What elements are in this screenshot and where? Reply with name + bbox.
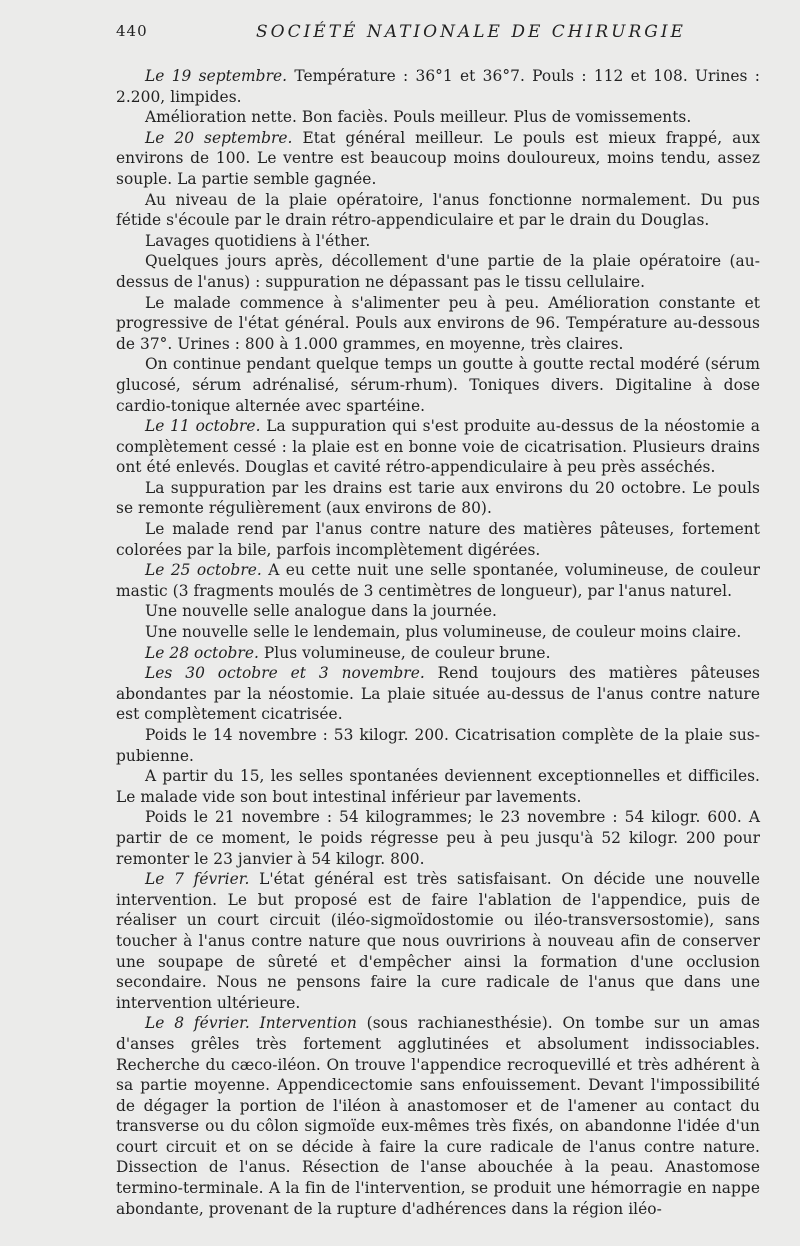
paragraph-body: Le malade commence à s'alimenter peu à peu. Amélioration constante et progressive de l'état général. Pouls aux environs de 96. Température au-dessous de 37°. Urines : 800 à 1.000 grammes, en moyenne, très claires.	[116, 293, 760, 353]
paragraph-lead: Le 28 octobre.	[145, 643, 259, 662]
paragraph	[116, 725, 760, 766]
paragraph	[116, 560, 760, 601]
paragraph	[116, 251, 760, 292]
paragraph	[116, 869, 760, 1013]
paragraph-body: Poids le 14 novembre : 53 kilogr. 200. Cicatrisation complète de la plaie sus-pubienne.	[116, 726, 760, 765]
paragraph	[116, 354, 760, 416]
paragraph	[116, 478, 760, 519]
page-header	[116, 22, 760, 52]
paragraph-lead: Le 11 octobre.	[145, 417, 261, 436]
paragraph-body: On continue pendant quelque temps un goutte à goutte rectal modéré (sérum glucosé, sérum adrénalisé, sérum-rhum). Toniques divers. Digitaline à dose cardio-tonique alternée avec spartéine.	[116, 355, 760, 415]
paragraph	[116, 622, 760, 643]
paragraph-lead: Le 25 octobre.	[145, 561, 262, 580]
paragraph-body: La suppuration qui s'est produite au-dessus de la néostomie a complètement cessé : la plaie est en bonne voie de cicatrisation. Plusieurs drains ont été enlevés. Douglas et cavité rétro-appendiculaire à peu près asséchés.	[116, 417, 760, 477]
paragraph	[116, 766, 760, 807]
paragraph-body: Quelques jours après, décollement d'une partie de la plaie opératoire (au-dessus de l'anus) : suppuration ne dépassant pas le tissu cellulaire.	[116, 252, 760, 291]
paragraph	[116, 107, 760, 128]
body-text	[116, 66, 760, 1219]
paragraph-body: Rend toujours des matières pâteuses abondantes par la néostomie. La plaie située au-dessus de l'anus contre nature est complètement cicatrisée.	[116, 664, 761, 724]
paragraph-body: (sous rachianesthésie). On tombe sur un amas d'anses grêles très fortement agglutinées et absolument indissociables. Recherche du cæco-iléon. On trouve l'appendice recroquevillé et très adhérent à sa partie moyenne. Appendicectomie sans enfouissement. Devant l'impossibilité de dégager la portion de l'iléon à anastomoser et de l'amener au contact du transverse ou du côlon sigmoïde eux-mêmes très fixés, on abandonne l'idée d'un court circuit et on se décide à faire la cure radicale de l'anus contre nature. Dissection de l'anus. Résection de l'anse abouchée à la peau. Anastomose termino-terminale. A la fin de l'intervention, se produit une hémorragie en nappe abondante, provenant de la rupture d'adhérences dans la région iléo-	[116, 1014, 760, 1218]
paragraph-body: Plus volumineuse, de couleur brune.	[258, 643, 551, 662]
paragraph-body: Une nouvelle selle analogue dans la journée.	[145, 602, 497, 621]
paragraph-lead: Le 7 février.	[145, 870, 250, 889]
paragraph	[116, 66, 760, 107]
paragraph	[116, 601, 760, 622]
paragraph-body: Etat général meilleur. Le pouls est mieux frappé, aux environs de 100. Le ventre est beaucoup moins douloureux, moins tendu, assez souple. La partie semble gagnée.	[116, 128, 761, 188]
paragraph	[116, 231, 760, 252]
paragraph	[116, 293, 760, 355]
paragraph-body: Au niveau de la plaie opératoire, l'anus fonctionne normalement. Du pus fétide s'écoule par le drain rétro-appendiculaire et par le drain du Douglas.	[116, 190, 760, 230]
running-title: SOCIÉTÉ NATIONALE DE CHIRURGIE	[256, 22, 686, 42]
paragraph-body: Le malade rend par l'anus contre nature des matières pâteuses, fortement colorées par la bile, parfois incomplètement digérées.	[116, 520, 760, 559]
paragraph	[116, 1013, 760, 1219]
paragraph	[116, 128, 760, 190]
paragraph-lead: Le 20 septembre.	[145, 128, 293, 147]
paragraph-body: A eu cette nuit une selle spontanée, volumineuse, de couleur mastic (3 fragments moulés de 3 centimètres de longueur), par l'anus naturel.	[116, 561, 760, 600]
paragraph-body: Amélioration nette. Bon faciès. Pouls meilleur. Plus de vomissements.	[145, 108, 692, 127]
paragraph-body: Température : 36°1 et 36°7. Pouls : 112 et 108. Urines : 2.200, limpides.	[116, 67, 761, 106]
paragraph-body: Lavages quotidiens à l'éther.	[145, 231, 371, 250]
page-number: 440	[116, 22, 148, 40]
paragraph	[116, 190, 760, 231]
paragraph-lead: Les 30 octobre et 3 novembre.	[145, 664, 425, 683]
paragraph-body: La suppuration par les drains est tarie aux environs du 20 octobre. Le pouls se remonte régulièrement (aux environs de 80).	[116, 478, 760, 518]
paragraph	[116, 519, 760, 560]
paragraph-lead: Le 19 septembre.	[145, 67, 288, 85]
paragraph	[116, 416, 760, 478]
paragraph-body: A partir du 15, les selles spontanées deviennent exceptionnelles et difficiles. Le malade vide son bout intestinal inférieur par lavements.	[116, 767, 760, 806]
paragraph-lead: Le 8 février. Intervention	[145, 1014, 357, 1033]
paragraph-body: Une nouvelle selle le lendemain, plus volumineuse, de couleur moins claire.	[145, 623, 742, 642]
paragraph-body: L'état général est très satisfaisant. On décide une nouvelle intervention. Le but proposé est de faire l'ablation de l'appendice, puis de réaliser un court circuit (iléo-sigmoïdostomie ou iléo-transversostomie), sans toucher à l'anus contre nature que nous ouvririons à nouveau afin de conserver une soupape de sûreté et d'empêcher ainsi la formation d'une occlusion secondaire. Nous ne pensons faire la cure radicale de l'anus que dans une intervention ultérieure.	[116, 870, 761, 1012]
paragraph	[116, 807, 760, 869]
paragraph	[116, 643, 760, 664]
paragraph	[116, 663, 760, 725]
paragraph-body: Poids le 21 novembre : 54 kilogrammes; le 23 novembre : 54 kilogr. 600. A partir de ce moment, le poids régresse peu à peu jusqu'à 52 kilogr. 200 pour remonter le 23 janvier à 54 kilogr. 800.	[116, 808, 760, 868]
